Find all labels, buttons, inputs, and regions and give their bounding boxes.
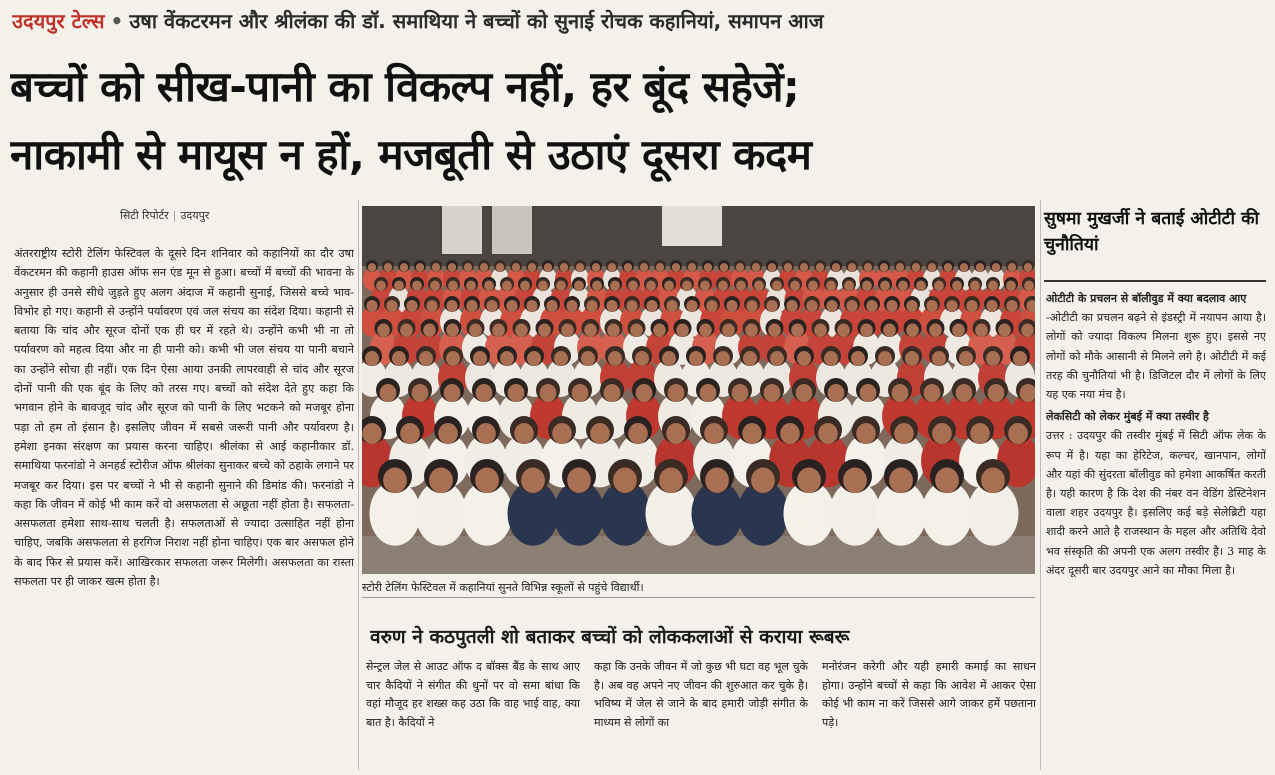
student-figure-face — [448, 263, 456, 272]
second-story-col-3: मनोरंजन करेगी और यही हमारी कमाई का साधन होगा। उन्होंने बच्चों से कहा कि आवेश में आकर ऐसा कोई भी काम ना करें जिससे आगे जाकर हमें पछताना पड़े। — [822, 660, 1036, 730]
student-figure-face — [646, 300, 657, 312]
student-figure-face — [444, 384, 461, 402]
student-figure-face — [716, 351, 730, 366]
student-figure-face — [808, 281, 818, 292]
student-figure-face — [689, 351, 703, 366]
student-figure-face — [751, 468, 775, 494]
student-figure-face — [768, 263, 776, 272]
student-figure-face — [426, 300, 437, 312]
student-figure-face — [946, 300, 957, 312]
student-figure-face — [846, 300, 857, 312]
student-figure-face — [567, 468, 591, 494]
sidebar-question-2: लेकसिटी को लेकर मुंबई में क्या तस्वीर है — [1046, 410, 1209, 424]
student-figure-face — [828, 384, 845, 402]
student-figure-face — [1024, 263, 1032, 272]
student-figure-face — [592, 263, 600, 272]
student-figure-face — [952, 324, 965, 338]
student-figure-face — [383, 468, 407, 494]
student-figure-face — [986, 351, 1000, 366]
student-figure-face — [584, 324, 597, 338]
student-figure-face — [384, 263, 392, 272]
sidebar-answer-1: -ओटीटी का प्रचलन बढ़ने से इंडस्ट्री में नयापन आया है। लोगों को ज्यादा विकल्प मिलना शुरू हुए। इससे नए लोगों को मौके आसानी से मिलने लगे है। ओटीटी में कई तरह की चुनौतियां भी है। डिजिटल दौर में लोगों के लिए यह एक नया मंच है। — [1046, 311, 1266, 402]
student-figure-face — [521, 468, 545, 494]
student-figure-face — [824, 351, 838, 366]
student-figure-face — [975, 324, 988, 338]
student-figure-face — [608, 263, 616, 272]
byline — [120, 208, 209, 223]
student-figure-face — [752, 263, 760, 272]
byline-reporter: सिटी रिपोर्टर — [120, 209, 169, 222]
student-figure-face — [572, 384, 589, 402]
student-figure-face — [446, 300, 457, 312]
student-figure-face — [860, 324, 873, 338]
student-figure-face — [676, 324, 689, 338]
student-figure-face — [406, 300, 417, 312]
student-figure-face — [626, 300, 637, 312]
student-figure-face — [832, 263, 840, 272]
student-figure-face — [566, 300, 577, 312]
student-figure-face — [726, 300, 737, 312]
student-figure-face — [475, 468, 499, 494]
student-figure-face — [704, 263, 712, 272]
student-figure-face — [640, 263, 648, 272]
student-figure-face — [880, 281, 890, 292]
student-figure-face — [520, 281, 530, 292]
student-figure-face — [818, 423, 838, 444]
student-figure-face — [473, 351, 487, 366]
student-figure-face — [526, 300, 537, 312]
student-figure-face — [576, 263, 584, 272]
student-figure-face — [628, 281, 638, 292]
student-figure-face — [492, 324, 505, 338]
student-figure-face — [935, 468, 959, 494]
student-figure-face — [976, 263, 984, 272]
student-figure-face — [368, 263, 376, 272]
student-figure-face — [862, 281, 872, 292]
student-figure-face — [1006, 281, 1016, 292]
student-figure-face — [1024, 281, 1034, 292]
student-figure-face — [720, 263, 728, 272]
student-figure-face — [764, 384, 781, 402]
student-figure-face — [362, 423, 382, 444]
student-figure-face — [932, 423, 952, 444]
kicker-bullet: • — [110, 9, 124, 33]
student-figure-face — [814, 324, 827, 338]
student-figure-face — [892, 384, 909, 402]
student-figure-face — [630, 324, 643, 338]
student-figure-face — [886, 300, 897, 312]
student-figure-face — [544, 263, 552, 272]
student-figure-face — [394, 281, 404, 292]
student-figure-face — [912, 263, 920, 272]
student-figure-face — [770, 351, 784, 366]
student-figure-face — [581, 351, 595, 366]
student-figure-face — [635, 351, 649, 366]
student-figure-face — [929, 324, 942, 338]
student-figure-face — [860, 384, 877, 402]
student-figure-face — [554, 351, 568, 366]
student-figure-face — [514, 423, 534, 444]
student-figure-face — [722, 324, 735, 338]
student-figure-face — [916, 281, 926, 292]
student-figure-face — [745, 324, 758, 338]
byline-place: उदयपुर — [180, 209, 210, 222]
student-figure-face — [880, 263, 888, 272]
student-figure-face — [480, 263, 488, 272]
student-figure-face — [784, 263, 792, 272]
student-figure-face — [686, 300, 697, 312]
student-figure-face — [653, 324, 666, 338]
student-figure-face — [688, 263, 696, 272]
student-figure-face — [496, 263, 504, 272]
main-story-body: अंतरराष्ट्रीय स्टोरी टेलिंग फेस्टिवल के दूसरे दिन शनिवार को कहानियों का दौर उषा वेंकटरमन की कहानी हाउस ऑफ सन एंड मून से हुआ। बच्चों में बच्चों की भावना के अनुसार ही उनसे सीधे जुड़ते हुए अलग अंदाज में कहानी सुनाई, जिससे बच्चे भाव-विभोर हो गए। कहानी से उन्होंने पर्यावरण एवं जल संचय का संदेश दिया। कहानी से बताया कि चांद और सूरज दोनों एक ही घर में रहते थे। उन्होंने कभी भी ना तो पर्यावरण को महत्व दिया और ना ही पानी को। कभी भी जल संचय या पानी बचाने का उन्होंने सोचा ही नहीं। एक दिन ऐसा आया उनकी लापरवाही से चांद और सूरज दोनों पानी की एक बूंद के लिए को तरस गए। बच्चों को संदेश देते हुए कहा कि भगवान होने के बावजूद चांद और सूरज को पानी के लिए भटकने को मजबूर होना पड़ा तो हम तो इंसान है। इसलिए जीवन में सबसे जरूरी पानी और पर्यावरण है। हमेशा इनका संरक्षण का प्रयास करना चाहिए। श्रीलंका से आई कहानीकार डॉ. समाथिया फरनांडो ने अनहर्ड स्टोरीज ऑफ श्रीलंका सुनाकर बच्चे को ठहाके लगाने पर मजबूर कर दिया। इस पर बच्चों ने भी से कहानी सुनाने की डिमांड की। फरनांडो ने कहा कि जीवन में कोई भी काम करें वो असफलता से अछूता नहीं होता है। सफलता-असफलता हमेशा साथ-साथ चलती है। सफलताओं से ज्यादा उत्साहित नहीं होना चाहिए, जबकि असफलता से हरगिज निराश नहीं होना चाहिए। एक बार असफल होने के बाद फिर से प्रयास करें। आखिरकार सफलता जरूर मिलेगी। असफलता का रास्ता सफलता पर ही जाकर खत्म होता है। — [14, 247, 354, 589]
sidebar-headline: सुषमा मुखर्जी ने बताई ओटीटी की चुनौतियां — [1044, 209, 1260, 255]
student-figure-face — [538, 281, 548, 292]
student-figure-face — [416, 263, 424, 272]
student-figure-face — [508, 384, 525, 402]
student-figure-face — [546, 300, 557, 312]
student-figure-face — [883, 324, 896, 338]
student-figure-face — [1008, 263, 1016, 272]
column-divider — [358, 200, 359, 770]
student-figure-face — [656, 263, 664, 272]
student-figure-face — [866, 300, 877, 312]
sidebar-rule — [1044, 280, 1266, 282]
student-figure-face — [506, 300, 517, 312]
student-figure-face — [682, 281, 692, 292]
student-figure-face — [924, 384, 941, 402]
student-figure-face — [419, 351, 433, 366]
student-figure-face — [512, 263, 520, 272]
student-figure-face — [412, 281, 422, 292]
student-figure-face — [960, 263, 968, 272]
kicker-line — [12, 4, 1267, 38]
student-figure-face — [561, 324, 574, 338]
student-figure-face — [466, 300, 477, 312]
student-figure-face — [590, 423, 610, 444]
second-story-body — [366, 658, 1036, 770]
student-figure-face — [610, 281, 620, 292]
byline-separator: | — [172, 209, 177, 222]
student-figure-face — [970, 281, 980, 292]
student-figure-face — [905, 351, 919, 366]
student-figure-face — [754, 281, 764, 292]
student-figure-face — [527, 351, 541, 366]
student-figure-face — [552, 423, 572, 444]
student-figure-face — [469, 324, 482, 338]
student-figure-face — [806, 300, 817, 312]
student-figure-face — [718, 281, 728, 292]
photo-caption: स्टोरी टेलिंग फेस्टिवल में कहानियां सुनते विभिन्न स्कूलों से पहुंचे विद्यार्थी। — [362, 578, 1035, 598]
second-story-col-2: कहा कि उनके जीवन में जो कुछ भी घटा वह भूल चुके है। अब वह अपने नए जीवन की शुरुआत कर चुके है। भविष्य में जेल से जाने के बाद हमारी जोड़ी संगीत के माध्यम से लोगों का — [594, 660, 808, 730]
student-figure-face — [732, 384, 749, 402]
student-figure-face — [851, 351, 865, 366]
student-figure-face — [894, 423, 914, 444]
student-figure-face — [412, 384, 429, 402]
student-figure-face — [502, 281, 512, 292]
student-figure-face — [826, 281, 836, 292]
student-figure-face — [878, 351, 892, 366]
student-figure-face — [400, 263, 408, 272]
student-figure-face — [666, 300, 677, 312]
student-figure-face — [791, 324, 804, 338]
student-figure-face — [366, 300, 377, 312]
student-figure-face — [889, 468, 913, 494]
student-figure-face — [970, 423, 990, 444]
student-figure-face — [816, 263, 824, 272]
student-figure-face — [944, 263, 952, 272]
student-figure-face — [998, 324, 1011, 338]
student-figure-face — [556, 281, 566, 292]
kicker-text: उषा वेंकटरमन और श्रीलंका की डॉ. समाथिया ने बच्चों को सुनाई रोचक कहानियां, समापन आज — [129, 9, 824, 33]
student-figure-face — [796, 384, 813, 402]
student-figure-face — [664, 281, 674, 292]
student-figure-face — [586, 300, 597, 312]
student-figure-face — [992, 263, 1000, 272]
news-photo — [362, 206, 1035, 574]
student-figure-face — [790, 281, 800, 292]
student-figure-face — [628, 423, 648, 444]
student-figure-face — [446, 351, 460, 366]
student-figure-face — [592, 281, 602, 292]
student-figure-face — [1021, 324, 1034, 338]
sidebar-question-1: ओटीटी के प्रचलन से बॉलीवुड में क्या बदलाव आए — [1046, 292, 1247, 305]
student-figure-face — [380, 384, 397, 402]
student-figure-face — [429, 468, 453, 494]
section-brand: उदयपुर टेल्स — [12, 9, 105, 33]
student-figure-face — [392, 351, 406, 366]
student-figure-face — [959, 351, 973, 366]
headline-line-2: नाकामी से मायूस न हों, मजबूती से उठाएं दूसरा कदम — [10, 130, 812, 179]
student-figure-face — [607, 324, 620, 338]
student-figure-face — [934, 281, 944, 292]
student-figure-face — [476, 423, 496, 444]
student-figure-face — [768, 324, 781, 338]
student-figure-face — [1013, 351, 1027, 366]
student-figure-face — [1008, 423, 1028, 444]
student-figure-face — [446, 324, 459, 338]
student-figure-face — [797, 468, 821, 494]
student-figure-face — [476, 384, 493, 402]
student-figure-face — [376, 281, 386, 292]
sidebar-answer-2: उत्तर : उदयपुर की तस्वीर मुंबई में सिटी ऑफ लेक के रूप में है। यहा का हेरिटेज, कल्चर, खानपान, लोगों और यहां की सुंदरता बॉलीवुड को हमेशा आकर्षित करती है। यही कारण है कि देश की नंबर वन वेडिंग डेस्टिनेशन वाला शहर उदयपुर है। इसलिए कई बड़े सेलेब्रिटी यहा शादी करने आते है राजस्थान के महल और अतिथि देवो भव संस्कृति की अपनी एक अलग तस्वीर है। 3 माह के अंदर दूसरी बार उदयपुर आने का मौका मिला है। — [1046, 429, 1266, 577]
student-figure-face — [538, 324, 551, 338]
student-figure-face — [743, 351, 757, 366]
student-figure-face — [540, 384, 557, 402]
student-figure-face — [500, 351, 514, 366]
student-figure-face — [988, 384, 1005, 402]
student-figure-face — [844, 281, 854, 292]
student-figure-face — [700, 384, 717, 402]
student-figure-face — [704, 423, 724, 444]
student-figure-face — [666, 423, 686, 444]
student-figure-face — [797, 351, 811, 366]
student-figure-face — [484, 281, 494, 292]
student-figure-face — [981, 468, 1005, 494]
student-figure-face — [1006, 300, 1017, 312]
student-figure-face — [624, 263, 632, 272]
student-figure-face — [926, 300, 937, 312]
student-figure-face — [746, 300, 757, 312]
student-figure-face — [956, 384, 973, 402]
student-figure-face — [560, 263, 568, 272]
student-figure-face — [608, 351, 622, 366]
student-figure-face — [606, 300, 617, 312]
student-figure-face — [705, 468, 729, 494]
student-figure-face — [928, 263, 936, 272]
student-figure-face — [386, 300, 397, 312]
student-figure-face — [766, 300, 777, 312]
student-figure-face — [966, 300, 977, 312]
student-figure-face — [604, 384, 621, 402]
student-figure-face — [464, 263, 472, 272]
student-figure-face — [736, 263, 744, 272]
student-figure-face — [843, 468, 867, 494]
student-figure-face — [400, 324, 413, 338]
student-figure-face — [448, 281, 458, 292]
student-figure-face — [848, 263, 856, 272]
headline-line-1: बच्चों को सीख-पानी का विकल्प नहीं, हर बूंद सहेजें; — [10, 62, 800, 111]
student-figure-face — [377, 324, 390, 338]
column-divider — [1040, 200, 1041, 770]
student-figure-face — [672, 263, 680, 272]
student-figure-face — [646, 281, 656, 292]
student-figure-face — [365, 351, 379, 366]
student-figure-face — [668, 384, 685, 402]
student-figure-face — [699, 324, 712, 338]
student-figure-face — [800, 263, 808, 272]
student-figure-face — [432, 263, 440, 272]
student-figure-face — [636, 384, 653, 402]
student-figure-face — [400, 423, 420, 444]
student-figure-face — [438, 423, 458, 444]
student-figure-face — [662, 351, 676, 366]
student-figure-face — [856, 423, 876, 444]
student-figure-face — [659, 468, 683, 494]
student-figure-face — [906, 324, 919, 338]
student-figure-face — [952, 281, 962, 292]
student-figure-face — [932, 351, 946, 366]
student-figure-face — [906, 300, 917, 312]
second-story-headline: वरुण ने कठपुतली शो बताकर बच्चों को लोककलाओं से कराया रूबरू — [370, 626, 850, 648]
student-figure-face — [898, 281, 908, 292]
student-figure-face — [700, 281, 710, 292]
student-figure-face — [486, 300, 497, 312]
student-figure-face — [574, 281, 584, 292]
student-figure-face — [430, 281, 440, 292]
student-figure-face — [780, 423, 800, 444]
student-figure-face — [826, 300, 837, 312]
student-figure-face — [466, 281, 476, 292]
students-crowd-image — [362, 206, 1035, 574]
student-figure-face — [736, 281, 746, 292]
student-figure-face — [528, 263, 536, 272]
student-figure-face — [837, 324, 850, 338]
student-figure-face — [423, 324, 436, 338]
student-figure-face — [613, 468, 637, 494]
student-figure-face — [706, 300, 717, 312]
student-figure-face — [515, 324, 528, 338]
student-figure-face — [742, 423, 762, 444]
student-figure-face — [772, 281, 782, 292]
student-figure-face — [864, 263, 872, 272]
student-figure-face — [986, 300, 997, 312]
student-figure-face — [896, 263, 904, 272]
student-figure-face — [786, 300, 797, 312]
student-figure-face — [988, 281, 998, 292]
sidebar-body — [1046, 286, 1266, 770]
second-story-col-1: सेन्ट्रल जेल से आउट ऑफ द बॉक्स बैंड के साथ आए चार कैदियों ने संगीत की धुनों पर वो समा बांधा कि वहां मौजूद हर शख्स कह उठा कि वाह भाई वाह, क्या बात है। कैदियों ने — [366, 660, 580, 730]
